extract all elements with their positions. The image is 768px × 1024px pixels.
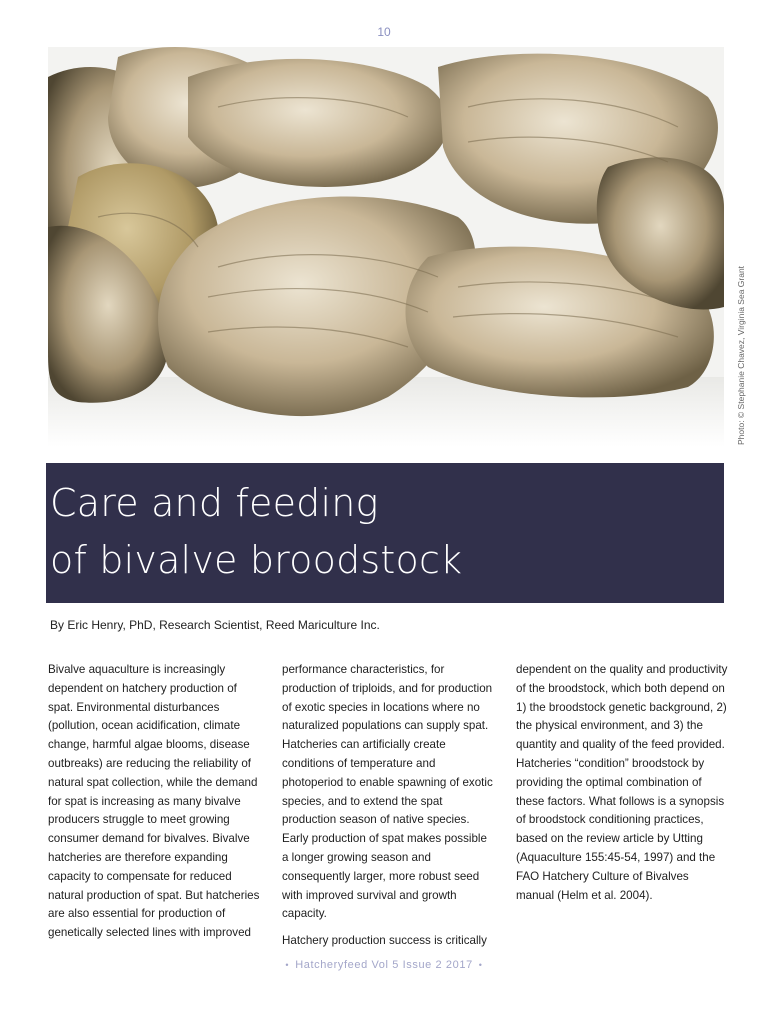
paragraph: Bivalve aquaculture is increasingly dependent on hatchery production of spat. Environmental disturbances (pollution, ocean acidification, climate change, harmful algae blooms, disease outbreaks) are reducing the reliability of natural spat collection, while the demand for spat is increasing as many bivalve producers struggle to meet growing consumer demand for bivalves. Bivalve hatcheries are therefore expanding capacity to compensate for reduced natural production of spat. But hatcheries are also essential for production of genetically selected lines with improved <box>48 663 260 940</box>
footer-bullet-left: • <box>285 960 290 970</box>
title-banner <box>46 463 724 603</box>
article-title-line-2: of bivalve broodstock <box>50 538 463 582</box>
byline: By Eric Henry, PhD, Research Scientist, Reed Mariculture Inc. <box>50 618 380 632</box>
column-3 <box>516 661 728 959</box>
page-number: 10 <box>377 25 391 39</box>
column-2 <box>282 661 494 959</box>
photo-credit: Photo: © Stephanie Chavez, Virginia Sea Grant <box>736 265 746 445</box>
oyster-photo <box>48 47 724 447</box>
article-title-line-1: Care and feeding <box>50 481 379 525</box>
footer <box>0 959 768 971</box>
paragraph: dependent on the quality and productivity of the broodstock, which both depend on 1) the broodstock genetic background, 2) the physical environment, and 3) the quantity and quality of the feed provided. Hatcheries “condition” broodstock by providing the optimal combination of these factors. What follows is a synopsis of broodstock conditioning practices, based on the review article by Utting (Aquaculture 155:45-54, 1997) and the FAO Hatchery Culture of Bivalves manual (Helm et al. 2004). <box>516 663 728 902</box>
paragraph: performance characteristics, for production of triploids, and for production of exotic species in locations where no naturalized populations can supply spat. Hatcheries can artificially create conditions of temperature and photoperiod to enable spawning of exotic species, and to extend the spat production season of native species. Early production of spat makes possible a longer growing season and consequently larger, more robust seed with improved survival and growth capacity. <box>282 663 493 921</box>
footer-bullet-right: • <box>478 960 483 970</box>
footer-publication: Hatcheryfeed Vol 5 Issue 2 2017 <box>295 959 473 971</box>
article-body <box>48 661 728 959</box>
column-1 <box>48 661 260 959</box>
paragraph: Hatchery production success is critically <box>282 934 487 948</box>
